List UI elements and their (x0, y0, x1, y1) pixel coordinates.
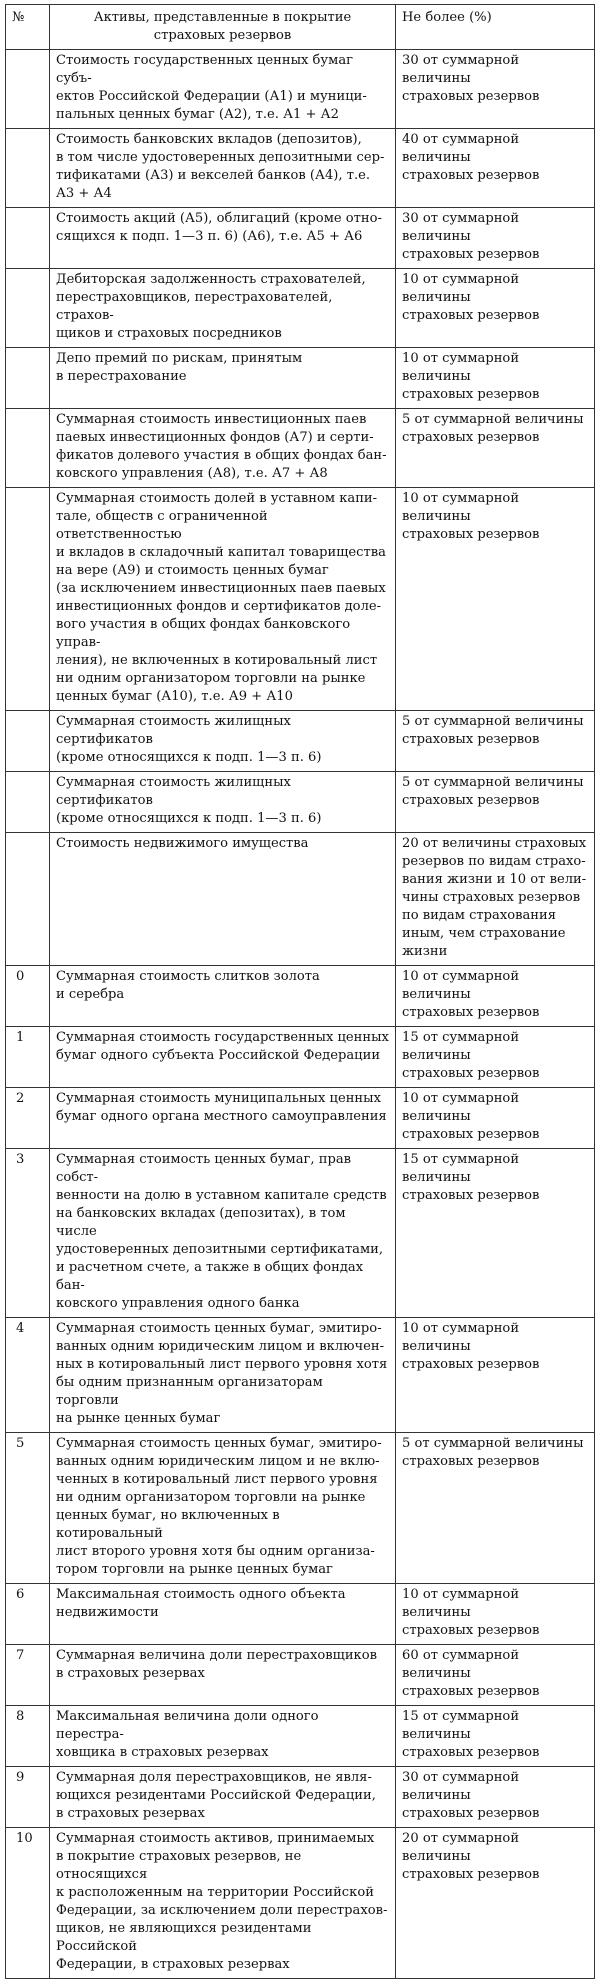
max-percent: 10 от суммарной величины страховых резервов (396, 1088, 595, 1149)
asset-description: Суммарная величина доли перестраховщиков в страховых резервах (50, 1645, 396, 1706)
max-percent: 10 от суммарной величины страховых резервов (396, 348, 595, 409)
row-number (6, 711, 50, 772)
header-number: № (6, 5, 50, 50)
table-row (6, 1318, 595, 1433)
asset-description: Суммарная стоимость жилищных сертификатов (кроме относящихся к подп. 1—3 п. 6) (50, 711, 396, 772)
max-percent: 5 от суммарной величины страховых резервов (396, 1433, 595, 1584)
table-row (6, 772, 595, 833)
table-row (6, 50, 595, 129)
table-row (6, 1828, 595, 1979)
max-percent: 10 от суммарной величины страховых резервов (396, 269, 595, 348)
asset-description: Максимальная величина доли одного перестра- ховщика в страховых резервах (50, 1706, 396, 1767)
max-percent: 15 от суммарной величины страховых резервов (396, 1706, 595, 1767)
max-percent: 5 от суммарной величины страховых резервов (396, 711, 595, 772)
table-row (6, 348, 595, 409)
asset-description: Суммарная стоимость ценных бумаг, эмитиро- ванных одним юридическим лицом и не вклю- ченных в котировальный лист первого уровня ни одним организатором торговли на рынке ценных бумаг, но включенных в котировальный лист второго уровня хотя бы одним организа- тором торговли на рынке ценных бумаг (50, 1433, 396, 1584)
asset-description: Стоимость банковских вкладов (депозитов), в том числе удостоверенных депозитными сер- тификатами (А3) и векселей банков (А4), т.е. А3 + А4 (50, 129, 396, 208)
row-number (6, 208, 50, 269)
header-max-percent: Не более (%) (396, 5, 595, 50)
asset-description: Стоимость государственных ценных бумаг субъ- ектов Российской Федерации (А1) и муници- пальных ценных бумаг (А2), т.е. А1 + А2 (50, 50, 396, 129)
max-percent: 40 от суммарной величины страховых резервов (396, 129, 595, 208)
max-percent: 20 от суммарной величины страховых резервов (396, 1828, 595, 1979)
asset-description: Суммарная стоимость ценных бумаг, прав собст- венности на долю в уставном капитале средств на банковских вкладах (депозитах), в том числе удостоверенных депозитными сертификатами, и расчетном счете, а также в общих фондах бан- ковского управления одного банка (50, 1149, 396, 1318)
max-percent: 20 от величины страховых резервов по видам страхо- вания жизни и 10 от вели- чины страховых резервов по видам страхования иным, чем страхование жизни (396, 833, 595, 966)
asset-description: Депо премий по рискам, принятым в перестрахование (50, 348, 396, 409)
max-percent: 10 от суммарной величины страховых резервов (396, 1318, 595, 1433)
max-percent: 10 от суммарной величины страховых резервов (396, 1584, 595, 1645)
table-row (6, 1584, 595, 1645)
table-row (6, 1149, 595, 1318)
asset-description: Суммарная стоимость активов, принимаемых в покрытие страховых резервов, не относящихся к расположенным на территории Российской Федерации, за исключением доли перестрахов- щиков, не являющихся резидентами Российской Федерации, в страховых резервах (50, 1828, 396, 1979)
table-row (6, 966, 595, 1027)
row-number: 5 (6, 1433, 50, 1584)
asset-description: Суммарная стоимость жилищных сертификатов (кроме относящихся к подп. 1—3 п. 6) (50, 772, 396, 833)
max-percent: 30 от суммарной величины страховых резервов (396, 50, 595, 129)
max-percent: 5 от суммарной величины страховых резервов (396, 772, 595, 833)
max-percent: 15 от суммарной величины страховых резервов (396, 1027, 595, 1088)
table-row (6, 208, 595, 269)
table-row (6, 1088, 595, 1149)
row-number: 2 (6, 1088, 50, 1149)
table-row (6, 1645, 595, 1706)
row-number: 7 (6, 1645, 50, 1706)
row-number (6, 269, 50, 348)
table-row (6, 1433, 595, 1584)
asset-description: Стоимость недвижимого имущества (50, 833, 396, 966)
asset-description: Суммарная стоимость слитков золота и серебра (50, 966, 396, 1027)
max-percent: 15 от суммарной величины страховых резервов (396, 1149, 595, 1318)
insurance-reserves-table (5, 4, 595, 1979)
table-row (6, 1027, 595, 1088)
table-header-row (6, 5, 595, 50)
max-percent: 30 от суммарной величины страховых резервов (396, 208, 595, 269)
row-number (6, 348, 50, 409)
asset-description: Максимальная стоимость одного объекта недвижимости (50, 1584, 396, 1645)
row-number (6, 833, 50, 966)
table-row (6, 1767, 595, 1828)
asset-description: Суммарная доля перестраховщиков, не явля- ющихся резидентами Российской Федерации, в страховых резервах (50, 1767, 396, 1828)
row-number: 9 (6, 1767, 50, 1828)
header-assets: Активы, представленные в покрытие страховых резервов (50, 5, 396, 50)
max-percent: 10 от суммарной величины страховых резервов (396, 966, 595, 1027)
asset-description: Дебиторская задолженность страхователей, перестраховщиков, перестрахователей, страхов- щиков и страховых посредников (50, 269, 396, 348)
row-number: 1 (6, 1027, 50, 1088)
table-row (6, 129, 595, 208)
table-row (6, 488, 595, 711)
asset-description: Суммарная стоимость ценных бумаг, эмитиро- ванных одним юридическим лицом и включен- ных в котировальный лист первого уровня хотя бы одним признанным организаторам торговли на рынке ценных бумаг (50, 1318, 396, 1433)
table-row (6, 409, 595, 488)
row-number (6, 50, 50, 129)
row-number: 3 (6, 1149, 50, 1318)
row-number (6, 488, 50, 711)
asset-description: Стоимость акций (А5), облигаций (кроме отно- сящихся к подп. 1—3 п. 6) (А6), т.е. А5 + А6 (50, 208, 396, 269)
row-number: 8 (6, 1706, 50, 1767)
max-percent: 30 от суммарной величины страховых резервов (396, 1767, 595, 1828)
asset-description: Суммарная стоимость государственных ценных бумаг одного субъекта Российской Федерации (50, 1027, 396, 1088)
table-row (6, 833, 595, 966)
row-number (6, 129, 50, 208)
asset-description: Суммарная стоимость долей в уставном капи- тале, обществ с ограниченной ответственностью и вкладов в складочный капитал товарищества на вере (А9) и стоимость ценных бумаг (за исключением инвестиционных паев паевых инвестиционных фондов и сертификатов доле- вого участия в общих фондах банковского управ- ления), не включенных в котировальный лист ни одним организатором торговли на рынке ценных бумаг (А10), т.е. А9 + А10 (50, 488, 396, 711)
table-row (6, 711, 595, 772)
row-number: 10 (6, 1828, 50, 1979)
max-percent: 60 от суммарной величины страховых резервов (396, 1645, 595, 1706)
asset-description: Суммарная стоимость инвестиционных паев паевых инвестиционных фондов (А7) и серти- фикатов долевого участия в общих фондах бан- ковского управления (А8), т.е. А7 + А8 (50, 409, 396, 488)
row-number (6, 772, 50, 833)
row-number: 6 (6, 1584, 50, 1645)
row-number: 4 (6, 1318, 50, 1433)
row-number (6, 409, 50, 488)
max-percent: 5 от суммарной величины страховых резервов (396, 409, 595, 488)
table-row (6, 269, 595, 348)
max-percent: 10 от суммарной величины страховых резервов (396, 488, 595, 711)
table-row (6, 1706, 595, 1767)
row-number: 0 (6, 966, 50, 1027)
asset-description: Суммарная стоимость муниципальных ценных бумаг одного органа местного самоуправления (50, 1088, 396, 1149)
